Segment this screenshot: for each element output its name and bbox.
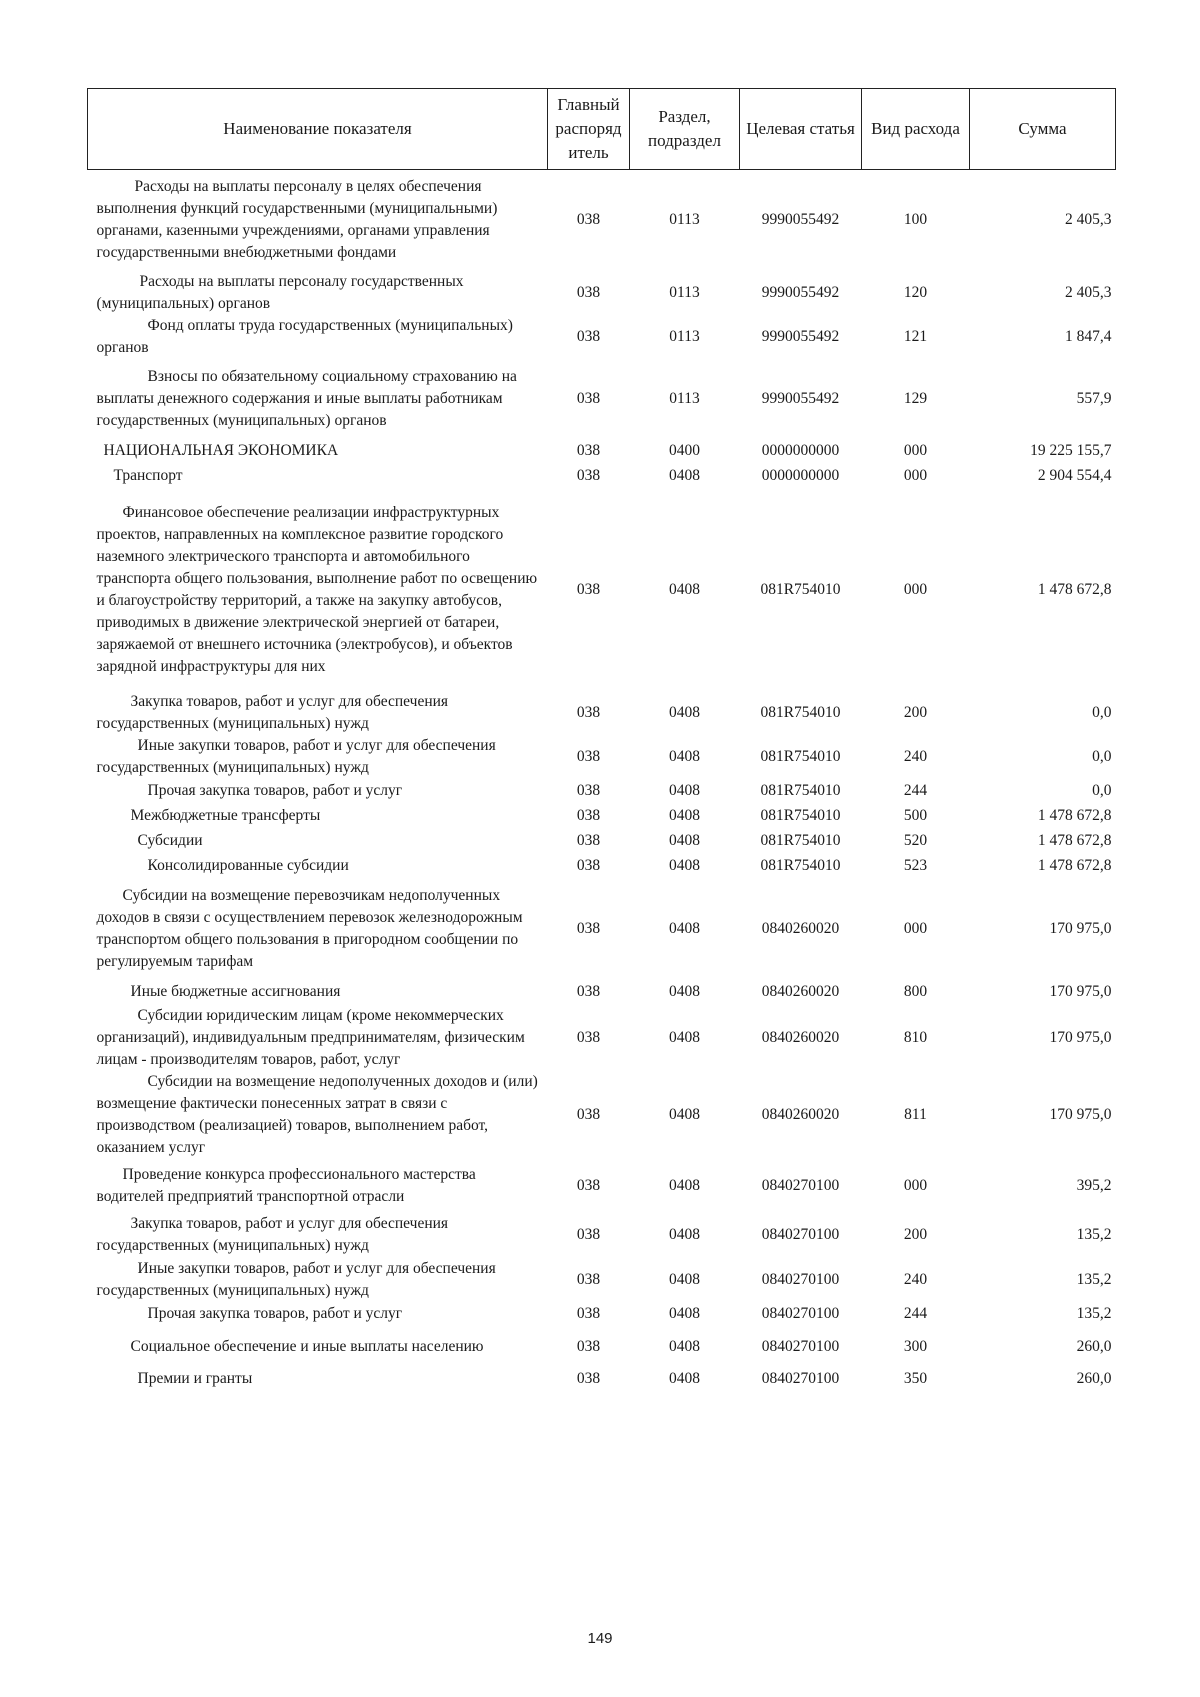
row-section: 0408 [669,782,700,799]
row-name: Финансовое обеспечение реализации инфраструктурных проектов, направленных на комплексное развитие городского наземного электрического транспорта и автомобильного транспорта общего пользования, выполнение работ по освещению и благоустройству территорий, а также на закупку автобусов, приводимых в движение электрической энергией от батареи, заряжаемой от внешнего источника (электробусов), и объектов зарядной инфраструктуры для них [96,503,538,675]
row-section: 0408 [669,1028,700,1046]
row-section: 0408 [669,1270,700,1288]
row-name: Прочая закупка товаров, работ и услуг [147,1305,403,1322]
row-name: Фонд оплаты труда государственных (муниципальных) органов [96,316,513,356]
table-row [88,691,1116,735]
row-admin: 038 [576,857,601,874]
row-article: 0840270100 [761,1305,840,1322]
row-admin: 038 [576,1226,601,1243]
row-section: 0408 [669,807,700,824]
row-sum: 0,0 [1092,747,1112,765]
row-type: 000 [903,1176,928,1194]
row-article: 0000000000 [761,442,840,459]
header-article: Целевая статья [740,89,862,170]
row-article: 0840270100 [761,1226,840,1243]
row-article: 0840260020 [761,920,840,937]
row-sum: 0,0 [1092,782,1112,799]
row-type: 120 [903,283,928,301]
row-section: 0400 [669,442,700,459]
row-name: Консолидированные субсидии [147,857,349,874]
table-row [88,1213,1116,1258]
table-row [88,879,1116,980]
row-article: 081R754010 [760,782,841,799]
row-article: 0840270100 [761,1370,840,1387]
row-type: 200 [903,1226,928,1243]
row-sum: 0,0 [1092,703,1112,721]
row-sum: 170 975,0 [1049,920,1112,937]
table-row [88,829,1116,854]
row-article: 081R754010 [760,832,841,849]
budget-table [87,88,1116,1392]
row-type: 350 [903,1370,928,1387]
row-article: 081R754010 [760,703,841,721]
row-admin: 038 [576,442,601,459]
row-sum: 260,0 [1076,1337,1112,1355]
row-section: 0408 [669,1370,700,1387]
row-admin: 038 [576,1305,601,1322]
row-article: 0840270100 [761,1270,840,1288]
row-admin: 038 [576,1270,601,1288]
row-sum: 2 405,3 [1065,283,1112,301]
page-number: 149 [587,1630,613,1647]
table-row [88,980,1116,1005]
row-type: 300 [903,1337,928,1355]
table-row [88,1367,1116,1392]
row-name: Проведение конкурса профессионального мастерства водителей предприятий транспортной отрасли [96,1165,476,1205]
header-name: Наименование показателя [88,89,548,170]
row-admin: 038 [576,1105,601,1123]
row-section: 0408 [669,1176,700,1194]
row-article: 0000000000 [761,467,840,484]
row-type: 523 [903,857,928,874]
row-name: Закупка товаров, работ и услуг для обеспечения государственных (муниципальных) нужд [96,1215,449,1254]
row-sum: 395,2 [1076,1176,1112,1194]
table-row [88,1159,1116,1213]
row-name: Субсидии юридическим лицам (кроме некоммерческих организаций), индивидуальным предпринимателям, физическим лицам - производителям товаров, работ, услуг [96,1006,525,1068]
table-row [88,315,1116,359]
row-article: 9990055492 [761,211,840,229]
row-name: Субсидии на возмещение недополученных доходов и (или) возмещение фактически понесенных затрат в связи с производством (реализацией) товаров, выполнением работ, оказанием услуг [96,1072,538,1156]
table-body [88,170,1116,1392]
row-section: 0408 [669,703,700,721]
row-name: Транспорт [113,467,183,484]
row-name: Субсидии на возмещение перевозчикам недополученных доходов в связи с осуществлением перевозок железнодорожным транспортом общего пользования в пригородном сообщении по регулируемым тарифам [96,887,523,970]
row-admin: 038 [576,920,601,937]
row-admin: 038 [576,747,601,765]
row-sum: 135,2 [1076,1270,1112,1288]
row-article: 081R754010 [760,857,841,874]
row-type: 520 [903,832,928,849]
row-name: Премии и гранты [137,1370,253,1387]
row-type: 100 [903,211,928,229]
row-type: 244 [903,782,928,799]
table-row [88,1258,1116,1302]
row-admin: 038 [576,703,601,721]
document-page [87,88,1115,1392]
row-type: 121 [903,327,928,345]
row-type: 000 [903,442,928,459]
row-admin: 038 [576,782,601,799]
table-row [88,271,1116,315]
table-row [88,1005,1116,1071]
row-type: 000 [903,580,928,598]
row-name: Расходы на выплаты персоналу в целях обеспечения выполнения функций государственными (муниципальными) органами, казенными учреждениями, органами управления государственными внебюджетными фондами [96,178,498,262]
row-section: 0113 [669,211,700,229]
row-sum: 1 847,4 [1065,327,1112,345]
row-section: 0408 [669,1226,700,1243]
row-sum: 135,2 [1076,1226,1112,1243]
row-sum: 1 478 672,8 [1037,580,1112,598]
row-article: 9990055492 [761,283,840,301]
row-article: 0840270100 [761,1176,840,1194]
table-row [88,464,1116,489]
row-name: Иные закупки товаров, работ и услуг для обеспечения государственных (муниципальных) нужд [96,1259,496,1299]
row-sum: 260,0 [1076,1370,1112,1387]
table-row [88,779,1116,804]
row-admin: 038 [576,211,601,229]
row-sum: 1 478 672,8 [1037,857,1112,874]
row-sum: 1 478 672,8 [1037,832,1112,849]
row-admin: 038 [576,1370,601,1387]
row-section: 0113 [669,327,700,345]
table-row [88,854,1116,879]
row-name: Социальное обеспечение и иные выплаты населению [130,1337,484,1355]
row-admin: 038 [576,1028,601,1046]
header-admin: Главный распоряд итель [548,89,630,170]
row-type: 000 [903,920,928,937]
row-admin: 038 [576,832,601,849]
row-section: 0408 [669,467,700,484]
table-row [88,1071,1116,1159]
row-name: Субсидии [137,832,203,849]
row-section: 0113 [669,283,700,301]
row-sum: 2 405,3 [1065,211,1112,229]
row-admin: 038 [576,467,601,484]
row-article: 081R754010 [760,580,841,598]
row-type: 800 [903,983,928,1000]
row-sum: 557,9 [1076,389,1112,407]
header-sum: Сумма [970,89,1116,170]
row-section: 0408 [669,580,700,598]
row-article: 081R754010 [760,747,841,765]
row-admin: 038 [576,283,601,301]
row-name: Прочая закупка товаров, работ и услуг [147,782,403,799]
row-name: Закупка товаров, работ и услуг для обеспечения государственных (муниципальных) нужд [96,692,449,732]
row-sum: 170 975,0 [1049,1028,1112,1046]
table-row [88,1302,1116,1327]
row-section: 0408 [669,1305,700,1322]
row-article: 9990055492 [761,389,840,407]
row-type: 240 [903,747,928,765]
row-type: 244 [903,1305,928,1322]
row-section: 0408 [669,1337,700,1355]
row-type: 000 [903,467,928,484]
header-type: Вид расхода [862,89,970,170]
header-section: Раздел, подраздел [630,89,740,170]
row-admin: 038 [576,1176,601,1194]
row-admin: 038 [576,807,601,824]
row-sum: 170 975,0 [1049,983,1112,1000]
row-name: Расходы на выплаты персоналу государственных (муниципальных) органов [96,272,464,312]
row-section: 0408 [669,920,700,937]
row-section: 0408 [669,832,700,849]
row-section: 0408 [669,1105,700,1123]
row-type: 129 [903,389,928,407]
row-sum: 135,2 [1076,1305,1112,1322]
row-admin: 038 [576,389,601,407]
row-type: 500 [903,807,928,824]
table-row [88,170,1116,271]
table-row [88,489,1116,691]
row-name: Иные закупки товаров, работ и услуг для обеспечения государственных (муниципальных) нужд [96,736,496,776]
row-type: 200 [903,703,928,721]
row-sum: 1 478 672,8 [1037,807,1112,824]
table-row [88,1327,1116,1367]
row-sum: 2 904 554,4 [1037,467,1112,484]
row-type: 810 [903,1028,928,1046]
row-admin: 038 [576,327,601,345]
row-article: 0840260020 [761,1105,840,1123]
table-row [88,359,1116,439]
table-row [88,735,1116,779]
row-section: 0408 [669,983,700,1000]
table-row [88,439,1116,464]
row-article: 081R754010 [760,807,841,824]
row-section: 0113 [669,389,700,407]
row-name: Иные бюджетные ассигнования [130,983,341,1000]
row-section: 0408 [669,747,700,765]
row-admin: 038 [576,983,601,1000]
row-name: Взносы по обязательному социальному страхованию на выплаты денежного содержания и иные выплаты работникам государственных (муниципальных) органов [96,367,517,429]
row-section: 0408 [669,857,700,874]
row-sum: 170 975,0 [1049,1105,1112,1123]
row-type: 811 [904,1105,927,1123]
row-article: 0840260020 [761,983,840,1000]
row-admin: 038 [576,1337,601,1355]
row-admin: 038 [576,580,601,598]
row-article: 0840260020 [761,1028,840,1046]
row-article: 9990055492 [761,327,840,345]
table-row [88,804,1116,829]
table-header [88,89,1116,170]
row-article: 0840270100 [761,1337,840,1355]
row-name: Межбюджетные трансферты [130,807,321,824]
row-name: НАЦИОНАЛЬНАЯ ЭКОНОМИКА [103,442,339,459]
row-type: 240 [903,1270,928,1288]
row-sum: 19 225 155,7 [1030,442,1112,459]
